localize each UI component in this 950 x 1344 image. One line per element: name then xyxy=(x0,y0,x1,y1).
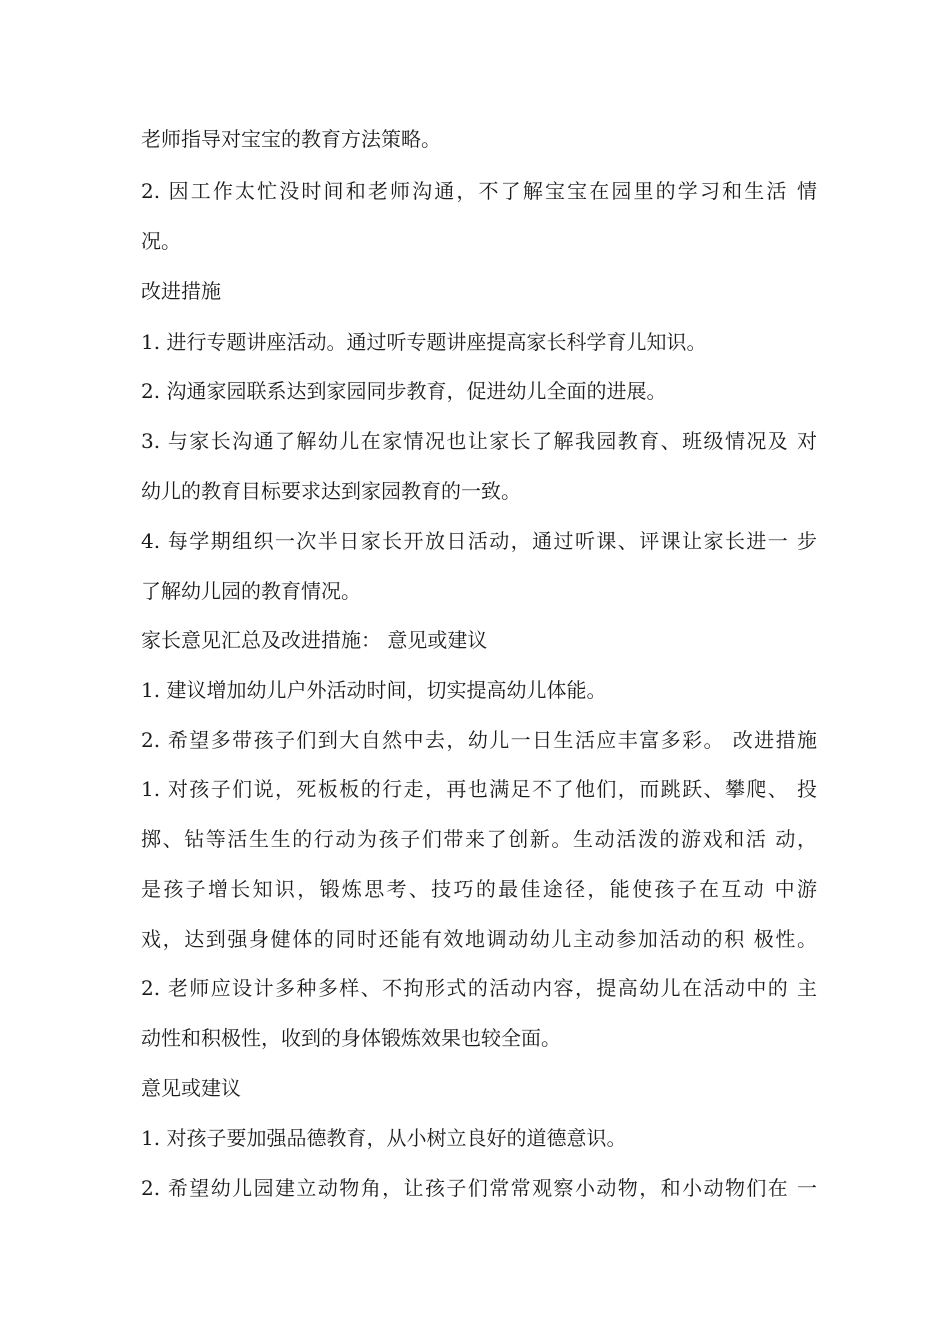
text-line: 1. 对孩子们说，死板板的行走，再也满足不了他们，而跳跃、攀爬、 投 xyxy=(141,777,817,801)
text-line: 1. 进行专题讲座活动。通过听专题讲座提高家长科学育儿知识。 xyxy=(141,330,707,354)
text-line: 2. 希望幼儿园建立动物角，让孩子们常常观察小动物，和小动物们在 一 xyxy=(141,1176,817,1200)
text-line: 了解幼儿园的教育情况。 xyxy=(141,579,361,603)
text-line: 动性和积极性，收到的身体锻炼效果也较全面。 xyxy=(141,1026,561,1050)
text-line: 幼儿的教育目标要求达到家园教育的一致。 xyxy=(141,479,521,503)
text-line: 1. 对孩子要加强品德教育，从小树立良好的道德意识。 xyxy=(141,1126,627,1150)
text-line: 掷、钻等活生生的行动为孩子们带来了创新。生动活泼的游戏和活 动， xyxy=(141,827,817,851)
text-line: 2. 因工作太忙没时间和老师沟通，不了解宝宝在园里的学习和生活 情 xyxy=(141,179,817,203)
text-line: 老师指导对宝宝的教育方法策略。 xyxy=(141,127,441,151)
section-heading: 改进措施 xyxy=(141,279,221,303)
text-line: 1. 建议增加幼儿户外活动时间，切实提高幼儿体能。 xyxy=(141,678,607,702)
text-line: 4. 每学期组织一次半日家长开放日活动，通过听课、评课让家长进一 步 xyxy=(141,529,817,553)
text-line: 2. 希望多带孩子们到大自然中去，幼儿一日生活应丰富多彩。 改进措施 xyxy=(141,728,817,752)
text-line: 2. 沟通家园联系达到家园同步教育，促进幼儿全面的进展。 xyxy=(141,379,667,403)
text-line: 是孩子增长知识，锻炼思考、技巧的最佳途径，能使孩子在互动 中游 xyxy=(141,877,817,901)
section-heading: 意见或建议 xyxy=(141,1076,241,1100)
text-line: 戏，达到强身健体的同时还能有效地调动幼儿主动参加活动的积 极性。 xyxy=(141,927,817,951)
text-line: 况。 xyxy=(141,229,181,253)
text-line: 2. 老师应设计多种多样、不拘形式的活动内容，提高幼儿在活动中的 主 xyxy=(141,976,817,1000)
text-line: 3. 与家长沟通了解幼儿在家情况也让家长了解我园教育、班级情况及 对 xyxy=(141,429,817,453)
section-heading: 家长意见汇总及改进措施： 意见或建议 xyxy=(141,628,488,652)
